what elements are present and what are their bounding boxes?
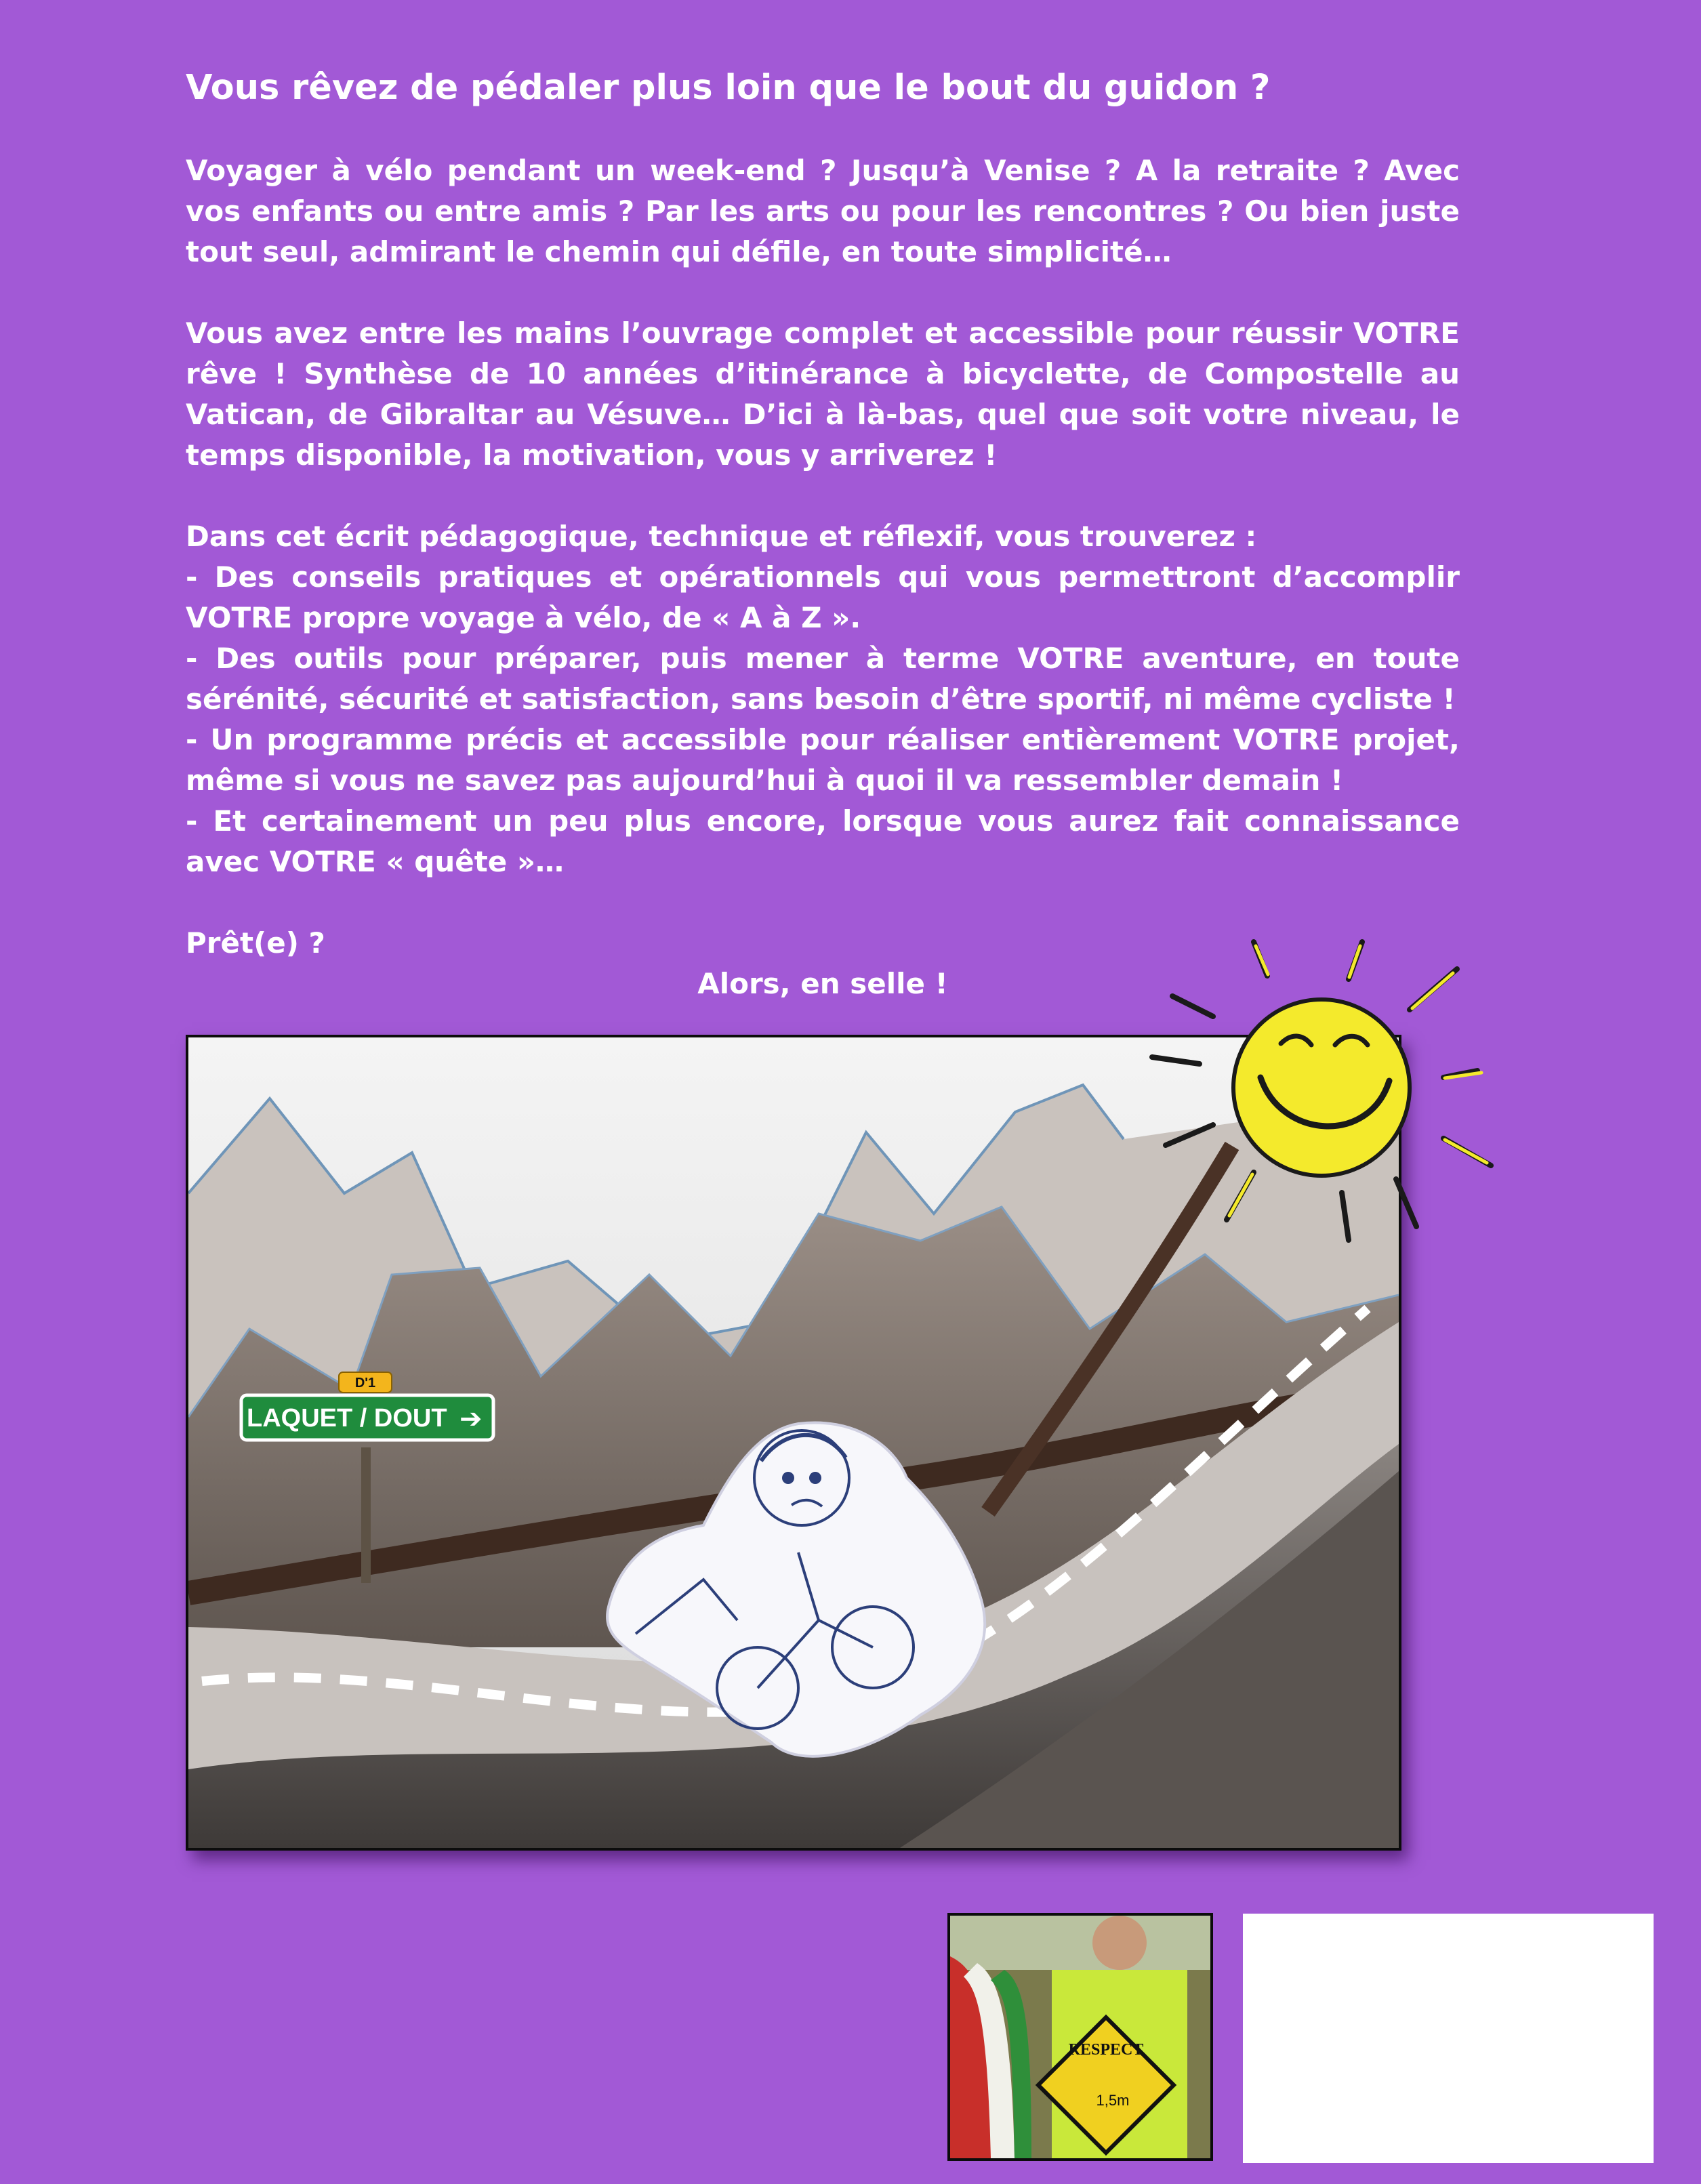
barcode-area — [1243, 1914, 1654, 2163]
list-item: - Des conseils pratiques et opérationnels qui vous permettront d’accomplir VOTRE propre voyage à vélo, de « A à Z ». — [186, 560, 1460, 634]
list-item: - Des outils pour préparer, puis mener à terme VOTRE aventure, en toute sérénité, sécurité et satisfaction, sans besoin d’être sportif, ni même cycliste ! — [186, 642, 1460, 716]
back-cover-text — [186, 60, 1460, 1004]
arrow-right-icon: ➔ — [459, 1403, 483, 1435]
author-photo — [947, 1913, 1213, 2161]
page-title: Vous rêvez de pédaler plus loin que le bout du guidon ? — [186, 68, 1271, 108]
closing-line: Alors, en selle ! — [697, 967, 948, 1000]
list-intro: Dans cet écrit pédagogique, technique et réflexif, vous trouverez : — [186, 520, 1257, 553]
intro-paragraph: Voyager à vélo pendant un week-end ? Jusqu’à Venise ? A la retraite ? Avec vos enfants ou entre amis ? Par les arts ou pour les rencontres ? Ou bien juste tout seul, admirant le chemin qui défile, en toute simplicité… — [186, 154, 1460, 268]
ready-question: Prêt(e) ? — [186, 926, 325, 960]
description-paragraph: Vous avez entre les mains l’ouvrage complet et accessible pour réussir VOTRE rêve ! Synthèse de 10 années d’itinérance à bicyclette, de Compostelle au Vatican, de Gibraltar au Vésuve… D’ici à là-bas, quel que soit votre niveau, le temps disponible, la motivation, vous y arriverez ! — [186, 316, 1460, 472]
features-list — [186, 516, 1460, 882]
list-item: - Un programme précis et accessible pour réaliser entièrement VOTRE projet, même si vous ne savez pas aujourd’hui à quoi il va ressembler demain ! — [186, 723, 1460, 797]
distance-text: 1,5m — [1096, 2092, 1130, 2109]
road-sign-number: D'1 — [354, 1376, 376, 1390]
respect-sign-text: RESPECT — [1068, 2041, 1144, 2059]
photo-drawing — [950, 1916, 1210, 2158]
smiling-sun-icon — [1125, 922, 1518, 1301]
road-sign-text: LAQUET / DOUT — [247, 1404, 447, 1433]
list-item: - Et certainement un peu plus encore, lorsque vous aurez fait connaissance avec VOTRE « quête »… — [186, 804, 1460, 878]
